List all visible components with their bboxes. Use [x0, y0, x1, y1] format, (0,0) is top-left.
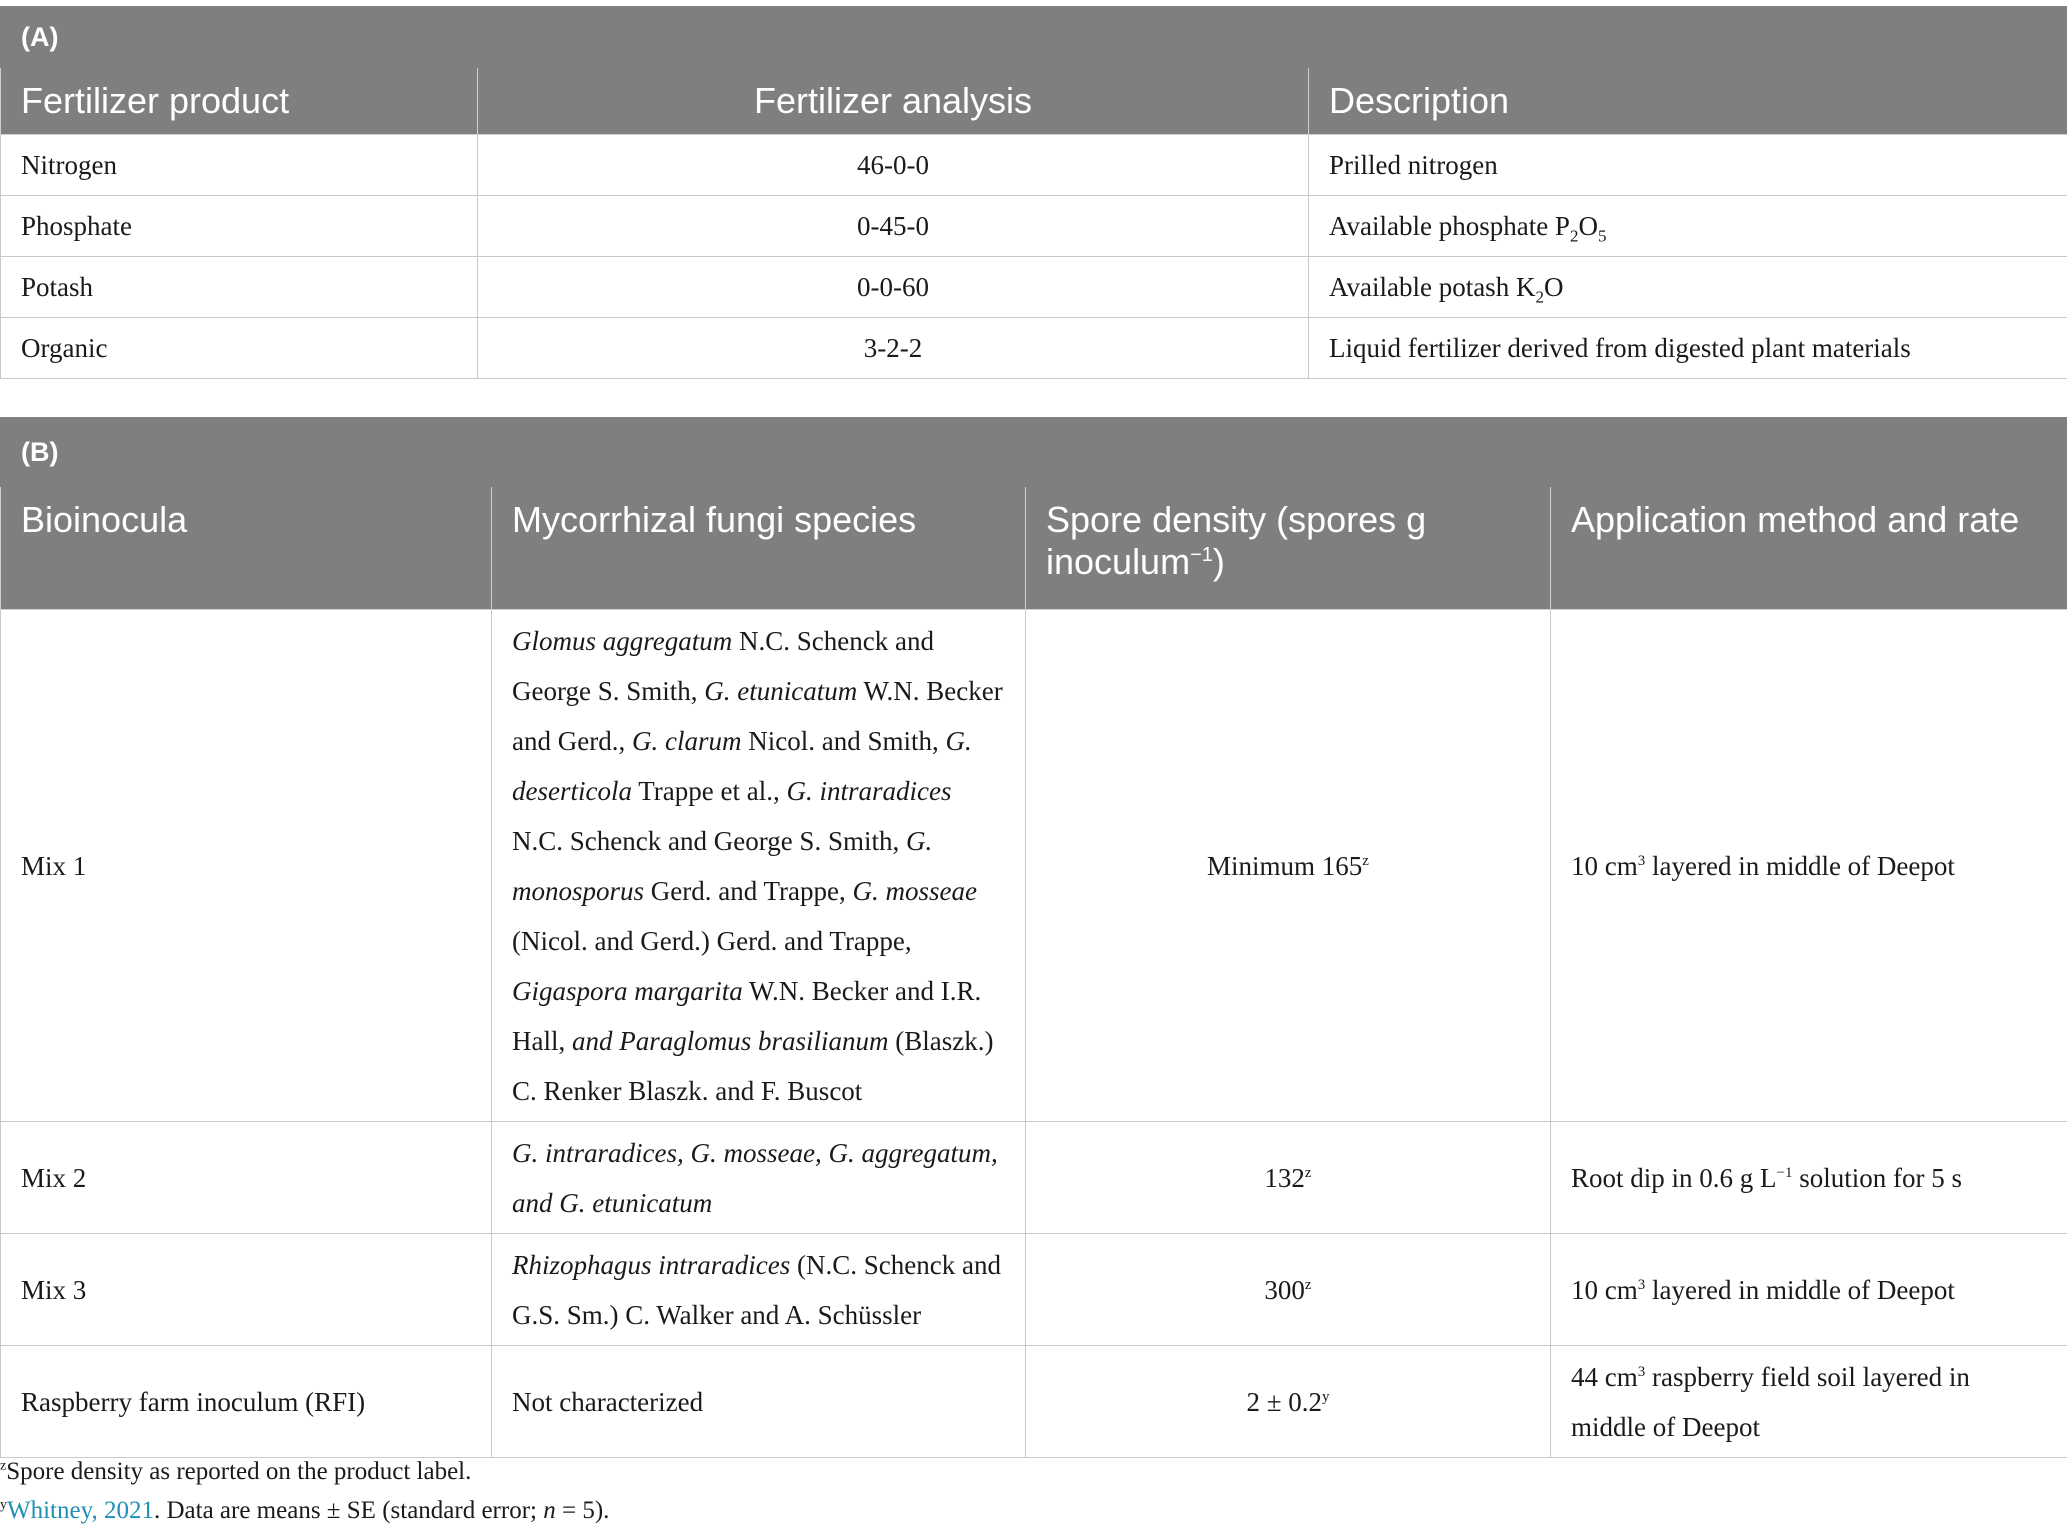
- cell-density: [1026, 1234, 1551, 1346]
- cell-species: [492, 610, 1026, 1122]
- footnote-mark: y: [0, 1497, 7, 1513]
- species-authority: Nicol. and Smith,: [741, 725, 946, 756]
- footnote-y: [0, 1491, 609, 1530]
- table-a-label: (A): [1, 7, 2067, 68]
- col-header-fertilizer-analysis: Fertilizer analysis: [478, 68, 1309, 135]
- cell-product: Nitrogen: [1, 135, 478, 196]
- cell-application: [1551, 1346, 2067, 1458]
- species-name: G. intraradices, G. mosseae, G. aggregatum, and G. etunicatum: [512, 1137, 998, 1218]
- density-value: 2 ± 0.2: [1246, 1386, 1323, 1417]
- cell-bioinocula: Mix 2: [1, 1122, 492, 1234]
- application-text: 44 cm: [1571, 1361, 1638, 1392]
- table-footnotes: [0, 1452, 609, 1530]
- description-text: Available potash K: [1329, 271, 1536, 302]
- col-header-species: Mycorrhizal fungi species: [492, 487, 1026, 610]
- cell-species: [492, 1122, 1026, 1234]
- species-authority: Gerd. and Trappe,: [644, 875, 853, 906]
- fertilizer-table: [0, 6, 2067, 379]
- subscript: 2: [1535, 286, 1544, 306]
- table-row: [1, 1346, 2067, 1458]
- col-header-spore-density: [1026, 487, 1551, 610]
- species-authority: (N.C. Schenck and G.S. Sm.) C. Walker and A. Schüssler: [512, 1249, 1001, 1330]
- footnote-mark: z: [0, 1458, 7, 1474]
- bioinocula-table: [0, 417, 2067, 1458]
- description-text: O: [1543, 271, 1564, 302]
- cell-description: [1309, 257, 2067, 318]
- footnote-mark: z: [1362, 852, 1369, 869]
- footnote-text: . Data are means ± SE (standard error;: [153, 1497, 544, 1524]
- footnote-z: [0, 1452, 609, 1491]
- species-authority: W.N. Becker and Gerd.,: [512, 675, 1003, 756]
- footnote-text: Spore density as reported on the product label.: [6, 1458, 472, 1485]
- cell-bioinocula: Raspberry farm inoculum (RFI): [1, 1346, 492, 1458]
- superscript: 3: [1637, 1276, 1646, 1293]
- cell-product: Phosphate: [1, 196, 478, 257]
- table-row: [1, 610, 2067, 1122]
- application-text: 10 cm: [1571, 850, 1638, 881]
- application-text: raspberry field soil layered in middle of Deepot: [1571, 1361, 1970, 1442]
- cell-product: Organic: [1, 318, 478, 379]
- cell-bioinocula: Mix 1: [1, 610, 492, 1122]
- table-row: [1, 257, 2067, 318]
- cell-analysis: 0-0-60: [478, 257, 1309, 318]
- superscript: −1: [1776, 1164, 1793, 1181]
- subscript: 2: [1569, 225, 1579, 245]
- cell-application: [1551, 1234, 2067, 1346]
- application-text: Root dip in 0.6 g L: [1571, 1162, 1777, 1193]
- col-header-application: Application method and rate: [1551, 487, 2067, 610]
- table-a-header-row: [1, 68, 2067, 135]
- table-b-header-row: [1, 487, 2067, 610]
- cell-description: [1309, 196, 2067, 257]
- species-name: G. mosseae: [852, 875, 977, 906]
- species-name: Rhizophagus intraradices: [512, 1249, 791, 1280]
- col-header-description: Description: [1309, 68, 2067, 135]
- col-header-bioinocula: Bioinocula: [1, 487, 492, 610]
- application-text: layered in middle of Deepot: [1645, 850, 1955, 881]
- cell-description: Prilled nitrogen: [1309, 135, 2067, 196]
- cell-product: Potash: [1, 257, 478, 318]
- density-value: Minimum 165: [1207, 850, 1363, 881]
- cell-species: [492, 1346, 1026, 1458]
- footnote-mark: z: [1304, 1164, 1312, 1181]
- density-value: 132: [1264, 1162, 1305, 1193]
- species-name: G. etunicatum: [704, 675, 858, 706]
- cell-analysis: 46-0-0: [478, 135, 1309, 196]
- footnote-text: = 5).: [555, 1497, 610, 1524]
- application-text: solution for 5 s: [1792, 1162, 1962, 1193]
- footnote-n: n: [543, 1497, 556, 1524]
- species-name: Gigaspora margarita: [512, 975, 743, 1006]
- superscript: −1: [1190, 544, 1213, 566]
- superscript: 3: [1637, 1363, 1646, 1380]
- species-authority: Not characterized: [512, 1386, 704, 1417]
- table-row: [1, 318, 2067, 379]
- subscript: 5: [1597, 225, 1607, 245]
- footnote-mark: z: [1304, 1276, 1312, 1293]
- cell-bioinocula: Mix 3: [1, 1234, 492, 1346]
- cell-density: [1026, 1346, 1551, 1458]
- header-text: ): [1212, 541, 1225, 582]
- application-text: layered in middle of Deepot: [1645, 1274, 1955, 1305]
- species-name: G. monosporus: [512, 825, 933, 906]
- cell-application: [1551, 610, 2067, 1122]
- cell-species: [492, 1234, 1026, 1346]
- table-row: [1, 1122, 2067, 1234]
- species-name: G. intraradices: [786, 775, 952, 806]
- species-name: G. deserticola: [512, 725, 972, 806]
- footnote-mark: y: [1322, 1388, 1330, 1405]
- species-authority: N.C. Schenck and George S. Smith,: [512, 825, 906, 856]
- species-authority: (Blaszk.) C. Renker Blaszk. and F. Buscot: [512, 1025, 994, 1106]
- species-name: Glomus aggregatum: [512, 625, 733, 656]
- description-text: Available phosphate P: [1329, 210, 1570, 241]
- cell-analysis: 3-2-2: [478, 318, 1309, 379]
- table-row: [1, 135, 2067, 196]
- density-value: 300: [1264, 1274, 1305, 1305]
- cell-analysis: 0-45-0: [478, 196, 1309, 257]
- cell-application: [1551, 1122, 2067, 1234]
- species-authority: Trappe et al.,: [631, 775, 787, 806]
- species-authority: N.C. Schenck and George S. Smith,: [512, 625, 934, 706]
- citation-link[interactable]: Whitney, 2021: [7, 1497, 154, 1524]
- cell-density: [1026, 610, 1551, 1122]
- table-row: [1, 1234, 2067, 1346]
- superscript: 3: [1637, 852, 1646, 869]
- table-row: [1, 196, 2067, 257]
- header-text: Spore density (spores g inoculum: [1046, 499, 1427, 582]
- col-header-fertilizer-product: Fertilizer product: [1, 68, 478, 135]
- species-authority: W.N. Becker and I.R. Hall,: [512, 975, 982, 1056]
- species-authority: (Nicol. and Gerd.) Gerd. and Trappe,: [512, 925, 912, 956]
- species-name: and Paraglomus brasilianum: [572, 1025, 889, 1056]
- table-b-label: (B): [1, 418, 2067, 487]
- cell-description: Liquid fertilizer derived from digested plant materials: [1309, 318, 2067, 379]
- cell-density: [1026, 1122, 1551, 1234]
- species-name: G. clarum: [631, 725, 742, 756]
- application-text: 10 cm: [1571, 1274, 1638, 1305]
- description-text: O: [1578, 210, 1598, 241]
